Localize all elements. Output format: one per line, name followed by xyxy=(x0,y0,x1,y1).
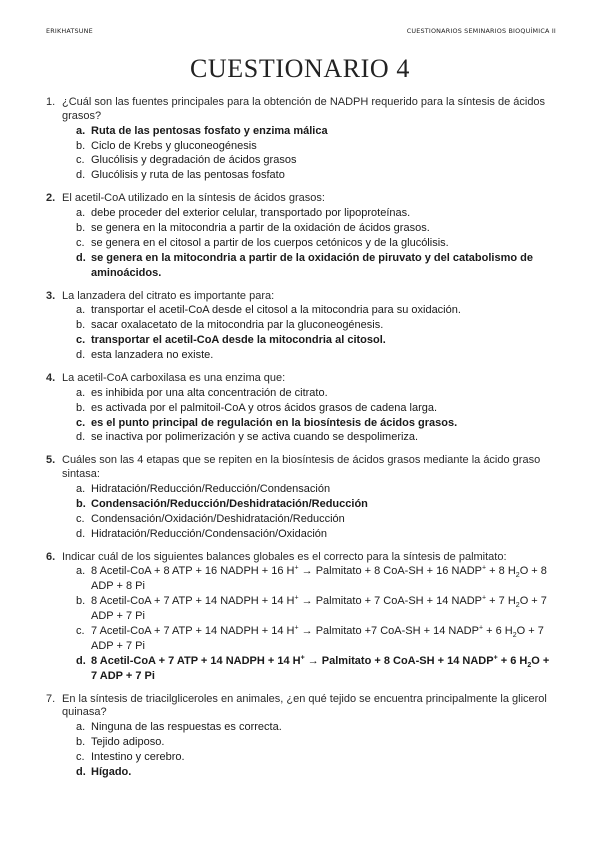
header-course: CUESTIONARIOS SEMINARIOS BIOQUÍMICA II xyxy=(406,27,556,35)
option-letter: b. xyxy=(76,401,86,414)
question-header xyxy=(46,454,558,482)
option-letter: a. xyxy=(76,304,86,317)
option-letter: b. xyxy=(76,319,86,332)
option-letter: d. xyxy=(76,654,86,667)
option-letter: c. xyxy=(76,236,85,249)
answer-option xyxy=(46,348,558,363)
question-2 xyxy=(46,192,558,280)
option-text: sacar oxalacetato de la mitocondria par la gluconeogénesis. xyxy=(91,319,384,332)
question-4 xyxy=(46,372,558,445)
option-letter: b. xyxy=(76,595,86,608)
answer-option xyxy=(46,765,558,780)
question-3 xyxy=(46,290,558,363)
question-number: 3. xyxy=(46,289,56,302)
question-6 xyxy=(46,551,558,684)
question-text: En la síntesis de triacilgliceroles en animales, ¿en qué tejido se encuentra principalmente la glicerol quinasa? xyxy=(62,692,547,719)
question-text: La acetil-CoA carboxilasa es una enzima que: xyxy=(62,371,286,384)
superscript-plus: + xyxy=(300,654,305,662)
option-text: se genera en la mitocondria a partir de la oxidación de piruvato y del catabolismo de aminoácidos. xyxy=(91,251,533,279)
option-text: Hidratación/Reducción/Condensación/Oxidación xyxy=(91,527,328,540)
superscript-plus: + xyxy=(294,594,299,602)
option-text: Glucólisis y ruta de las pentosas fosfato xyxy=(91,169,285,182)
answer-option xyxy=(46,430,558,445)
option-text: 8 Acetil-CoA + 7 ATP + 14 NADPH + 14 H+ → Palmitato + 7 CoA-SH + 14 NADP+ + 7 $H_2O + 7$ ADP + 7 Pi xyxy=(91,594,547,623)
option-text: Intestino y cerebro. xyxy=(91,751,185,764)
option-text: se inactiva por polimerización y se activa cuando se despolimeriza. xyxy=(91,431,419,444)
option-letter: c. xyxy=(76,334,86,347)
question-header xyxy=(46,96,558,124)
option-letter: c. xyxy=(76,625,85,638)
page-title: CUESTIONARIO 4 xyxy=(189,54,410,83)
option-letter: a. xyxy=(76,721,86,734)
option-letter: d. xyxy=(76,169,86,182)
answer-option xyxy=(46,318,558,333)
option-text: Tejido adiposo. xyxy=(91,736,165,749)
answer-option xyxy=(46,401,558,416)
question-text: Cuáles son las 4 etapas que se repiten en la biosíntesis de ácidos grasos mediante la ácido graso sintasa: xyxy=(62,454,541,481)
option-letter: a. xyxy=(76,482,86,495)
option-text: Hidratación/Reducción/Reducción/Condensación xyxy=(91,482,331,495)
question-1 xyxy=(46,96,558,183)
answer-option xyxy=(46,251,558,281)
subscript-two: 2 xyxy=(515,602,520,610)
option-text: 7 Acetil-CoA + 7 ATP + 14 NADPH + 14 H+ → Palmitato +7 CoA-SH + 14 NADP+ + 6 $H_2O + 7$ ADP + 7 Pi xyxy=(91,624,544,652)
option-letter: a. xyxy=(76,386,86,399)
option-text: es el punto principal de regulación en la biosíntesis de ácidos grasos. xyxy=(91,416,458,429)
subscript-two: 2 xyxy=(515,572,520,580)
answer-option xyxy=(46,206,558,221)
option-text: es inhibida por una alta concentración de citrato. xyxy=(91,386,328,399)
option-text: Condensación/Reducción/Deshidratación/Reducción xyxy=(91,497,368,510)
option-letter: c. xyxy=(76,751,85,764)
question-number: 6. xyxy=(46,550,56,563)
question-5 xyxy=(46,454,558,541)
subscript-two: 2 xyxy=(527,662,532,670)
answer-option xyxy=(46,386,558,401)
superscript-plus: + xyxy=(478,624,484,632)
question-header xyxy=(46,551,558,565)
answer-option xyxy=(46,221,558,236)
option-letter: c. xyxy=(76,416,86,429)
answer-option xyxy=(46,333,558,348)
answer-option xyxy=(46,168,558,183)
page-header xyxy=(46,27,556,35)
option-text: se genera en la mitocondria a partir de la oxidación de ácidos grasos. xyxy=(91,221,430,234)
option-letter: d. xyxy=(76,251,86,264)
option-text: Hígado. xyxy=(91,765,132,778)
option-letter: b. xyxy=(76,497,86,510)
option-letter: c. xyxy=(76,154,85,167)
option-text: Ciclo de Krebs y gluconeogénesis xyxy=(91,139,257,152)
option-letter: d. xyxy=(76,765,86,778)
question-header xyxy=(46,192,558,206)
option-letter: a. xyxy=(76,207,86,220)
option-text: esta lanzadera no existe. xyxy=(91,349,214,362)
option-text: 8 Acetil-CoA + 7 ATP + 14 NADPH + 14 H+ → Palmitato + 8 CoA-SH + 14 NADP+ + 6 $H_2O + 7$ ADP + 7 Pi xyxy=(91,654,550,682)
question-text: El acetil-CoA utilizado en la síntesis de ácidos grasos: xyxy=(62,192,325,205)
answer-option xyxy=(46,482,558,497)
answer-option xyxy=(46,497,558,512)
answer-option xyxy=(46,527,558,542)
superscript-plus: + xyxy=(493,654,498,662)
answer-option xyxy=(46,654,558,684)
answer-option xyxy=(46,236,558,251)
option-text: Glucólisis y degradación de ácidos grasos xyxy=(91,154,297,167)
question-number: 5. xyxy=(46,454,56,467)
answer-option xyxy=(46,624,558,654)
superscript-plus: + xyxy=(294,564,299,572)
option-letter: d. xyxy=(76,431,86,444)
option-letter: a. xyxy=(76,565,86,578)
answer-option xyxy=(46,735,558,750)
superscript-plus: + xyxy=(294,624,299,632)
option-letter: b. xyxy=(76,736,86,749)
question-text: ¿Cuál son las fuentes principales para la obtención de NADPH requerido para la síntesis de ácidos grasos? xyxy=(62,96,546,122)
option-text: transportar el acetil-CoA desde el citosol a la mitocondria para su oxidación. xyxy=(91,304,461,317)
question-text: La lanzadera del citrato es importante para: xyxy=(62,289,275,302)
question-number: 4. xyxy=(46,371,56,384)
option-letter: a. xyxy=(76,124,86,137)
option-letter: d. xyxy=(76,527,86,540)
subscript-two: 2 xyxy=(512,632,517,640)
question-number: 1. xyxy=(46,96,56,108)
question-text: Indicar cuál de los siguientes balances globales es el correcto para la síntesis de palmitato: xyxy=(62,550,507,563)
question-7 xyxy=(46,693,558,780)
answer-option xyxy=(46,720,558,735)
question-header xyxy=(46,372,558,386)
option-text: transportar el acetil-CoA desde la mitocondria al citosol. xyxy=(91,334,386,347)
answer-option xyxy=(46,512,558,527)
answer-option xyxy=(46,750,558,765)
answer-option xyxy=(46,124,558,139)
option-letter: b. xyxy=(76,221,86,234)
option-text: Ninguna de las respuestas es correcta. xyxy=(91,721,282,734)
answer-option xyxy=(46,153,558,168)
option-text: se genera en el citosol a partir de los cuerpos cetónicos y de la glucólisis. xyxy=(91,236,449,249)
option-text: Condensación/Oxidación/Deshidratación/Reducción xyxy=(91,512,345,525)
option-text: 8 Acetil-CoA + 8 ATP + 16 NADPH + 16 H+ → Palmitato + 8 CoA-SH + 16 NADP+ + 8 $H_2O + 8$ ADP + 8 Pi xyxy=(91,564,547,593)
answer-option xyxy=(46,139,558,154)
answer-option xyxy=(46,564,558,594)
option-letter: d. xyxy=(76,349,86,362)
question-header xyxy=(46,693,558,721)
question-number: 7. xyxy=(46,692,56,705)
option-text: Ruta de las pentosas fosfato y enzima málica xyxy=(91,124,328,137)
option-text: es activada por el palmitoil-CoA y otros ácidos grasos de cadena larga. xyxy=(91,401,438,414)
option-text: debe proceder del exterior celular, transportado por lipoproteínas. xyxy=(91,207,411,220)
option-letter: c. xyxy=(76,512,85,525)
question-list xyxy=(46,96,558,789)
superscript-plus: + xyxy=(482,594,487,602)
answer-option xyxy=(46,303,558,318)
question-header xyxy=(46,290,558,304)
answer-option xyxy=(46,594,558,624)
question-number: 2. xyxy=(46,192,56,205)
superscript-plus: + xyxy=(482,564,487,572)
header-author: ERIKHATSUNE xyxy=(46,27,93,35)
option-letter: b. xyxy=(76,139,86,152)
answer-option xyxy=(46,416,558,431)
